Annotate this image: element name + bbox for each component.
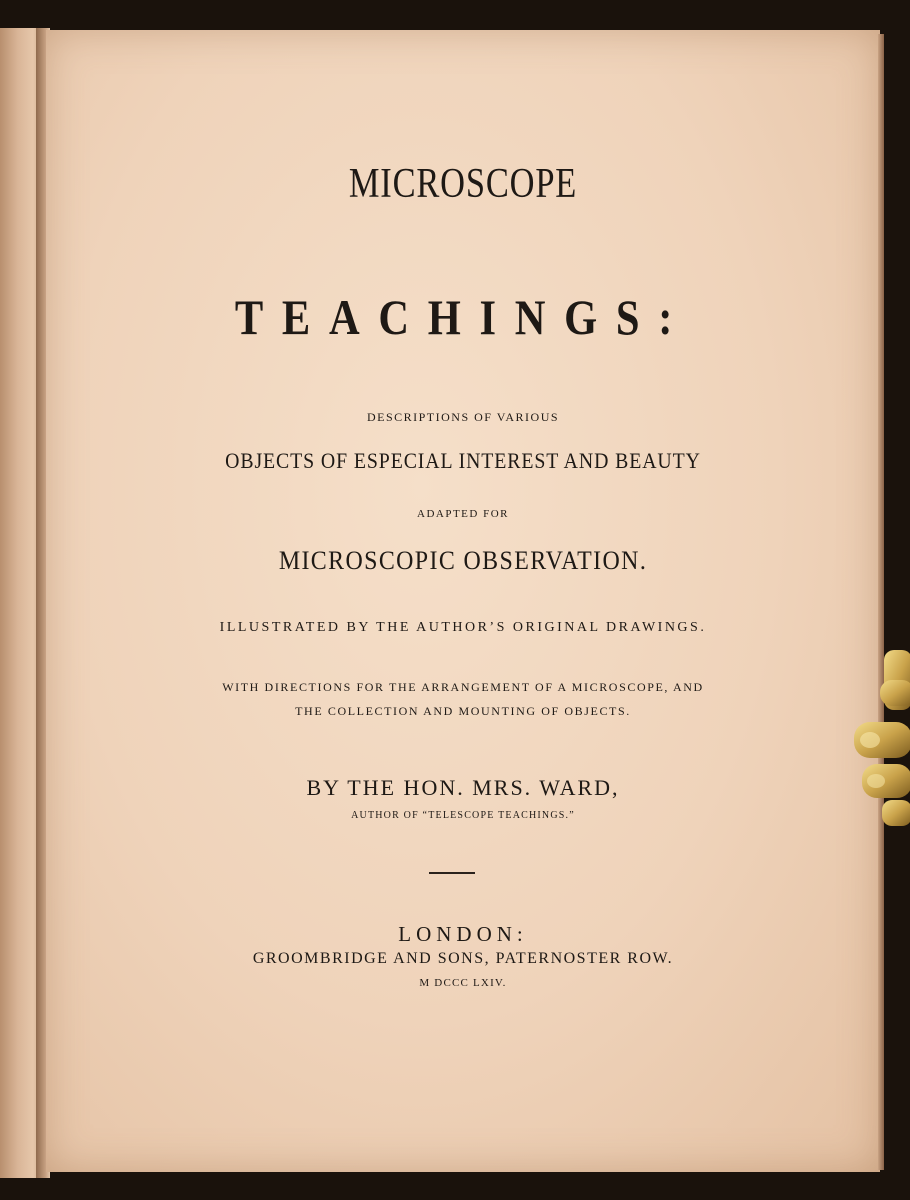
- objects-line: OBJECTS OF ESPECIAL INTEREST AND BEAUTY: [225, 448, 701, 473]
- microscopic-line: MICROSCOPIC OBSERVATION.: [278, 546, 648, 575]
- brass-page-clip-icon: [852, 650, 910, 830]
- adapted-line: ADAPTED FOR: [417, 508, 509, 520]
- divider-rule: [429, 872, 475, 874]
- descriptions-line: DESCRIPTIONS OF VARIOUS: [366, 410, 560, 424]
- title-line-1: MICROSCOPE: [348, 161, 578, 207]
- title-page: [46, 30, 880, 1172]
- page-fore-edge: [878, 34, 884, 1170]
- title-line-2: TEACHINGS:: [234, 289, 692, 345]
- place-of-publication: LONDON:: [398, 922, 528, 946]
- author-line: BY THE HON. MRS. WARD,: [306, 775, 620, 800]
- author-note: AUTHOR OF “TELESCOPE TEACHINGS.”: [351, 810, 575, 821]
- publication-year: M DCCC LXIV.: [419, 977, 507, 989]
- publisher-line: GROOMBRIDGE AND SONS, PATERNOSTER ROW.: [252, 950, 674, 967]
- directions-line-2: THE COLLECTION AND MOUNTING OF OBJECTS.: [295, 704, 631, 718]
- directions-line-1: WITH DIRECTIONS FOR THE ARRANGEMENT OF A MICROSCOPE, AND: [222, 680, 704, 694]
- illustrated-line: ILLUSTRATED BY THE AUTHOR’S ORIGINAL DRAWINGS.: [219, 620, 707, 635]
